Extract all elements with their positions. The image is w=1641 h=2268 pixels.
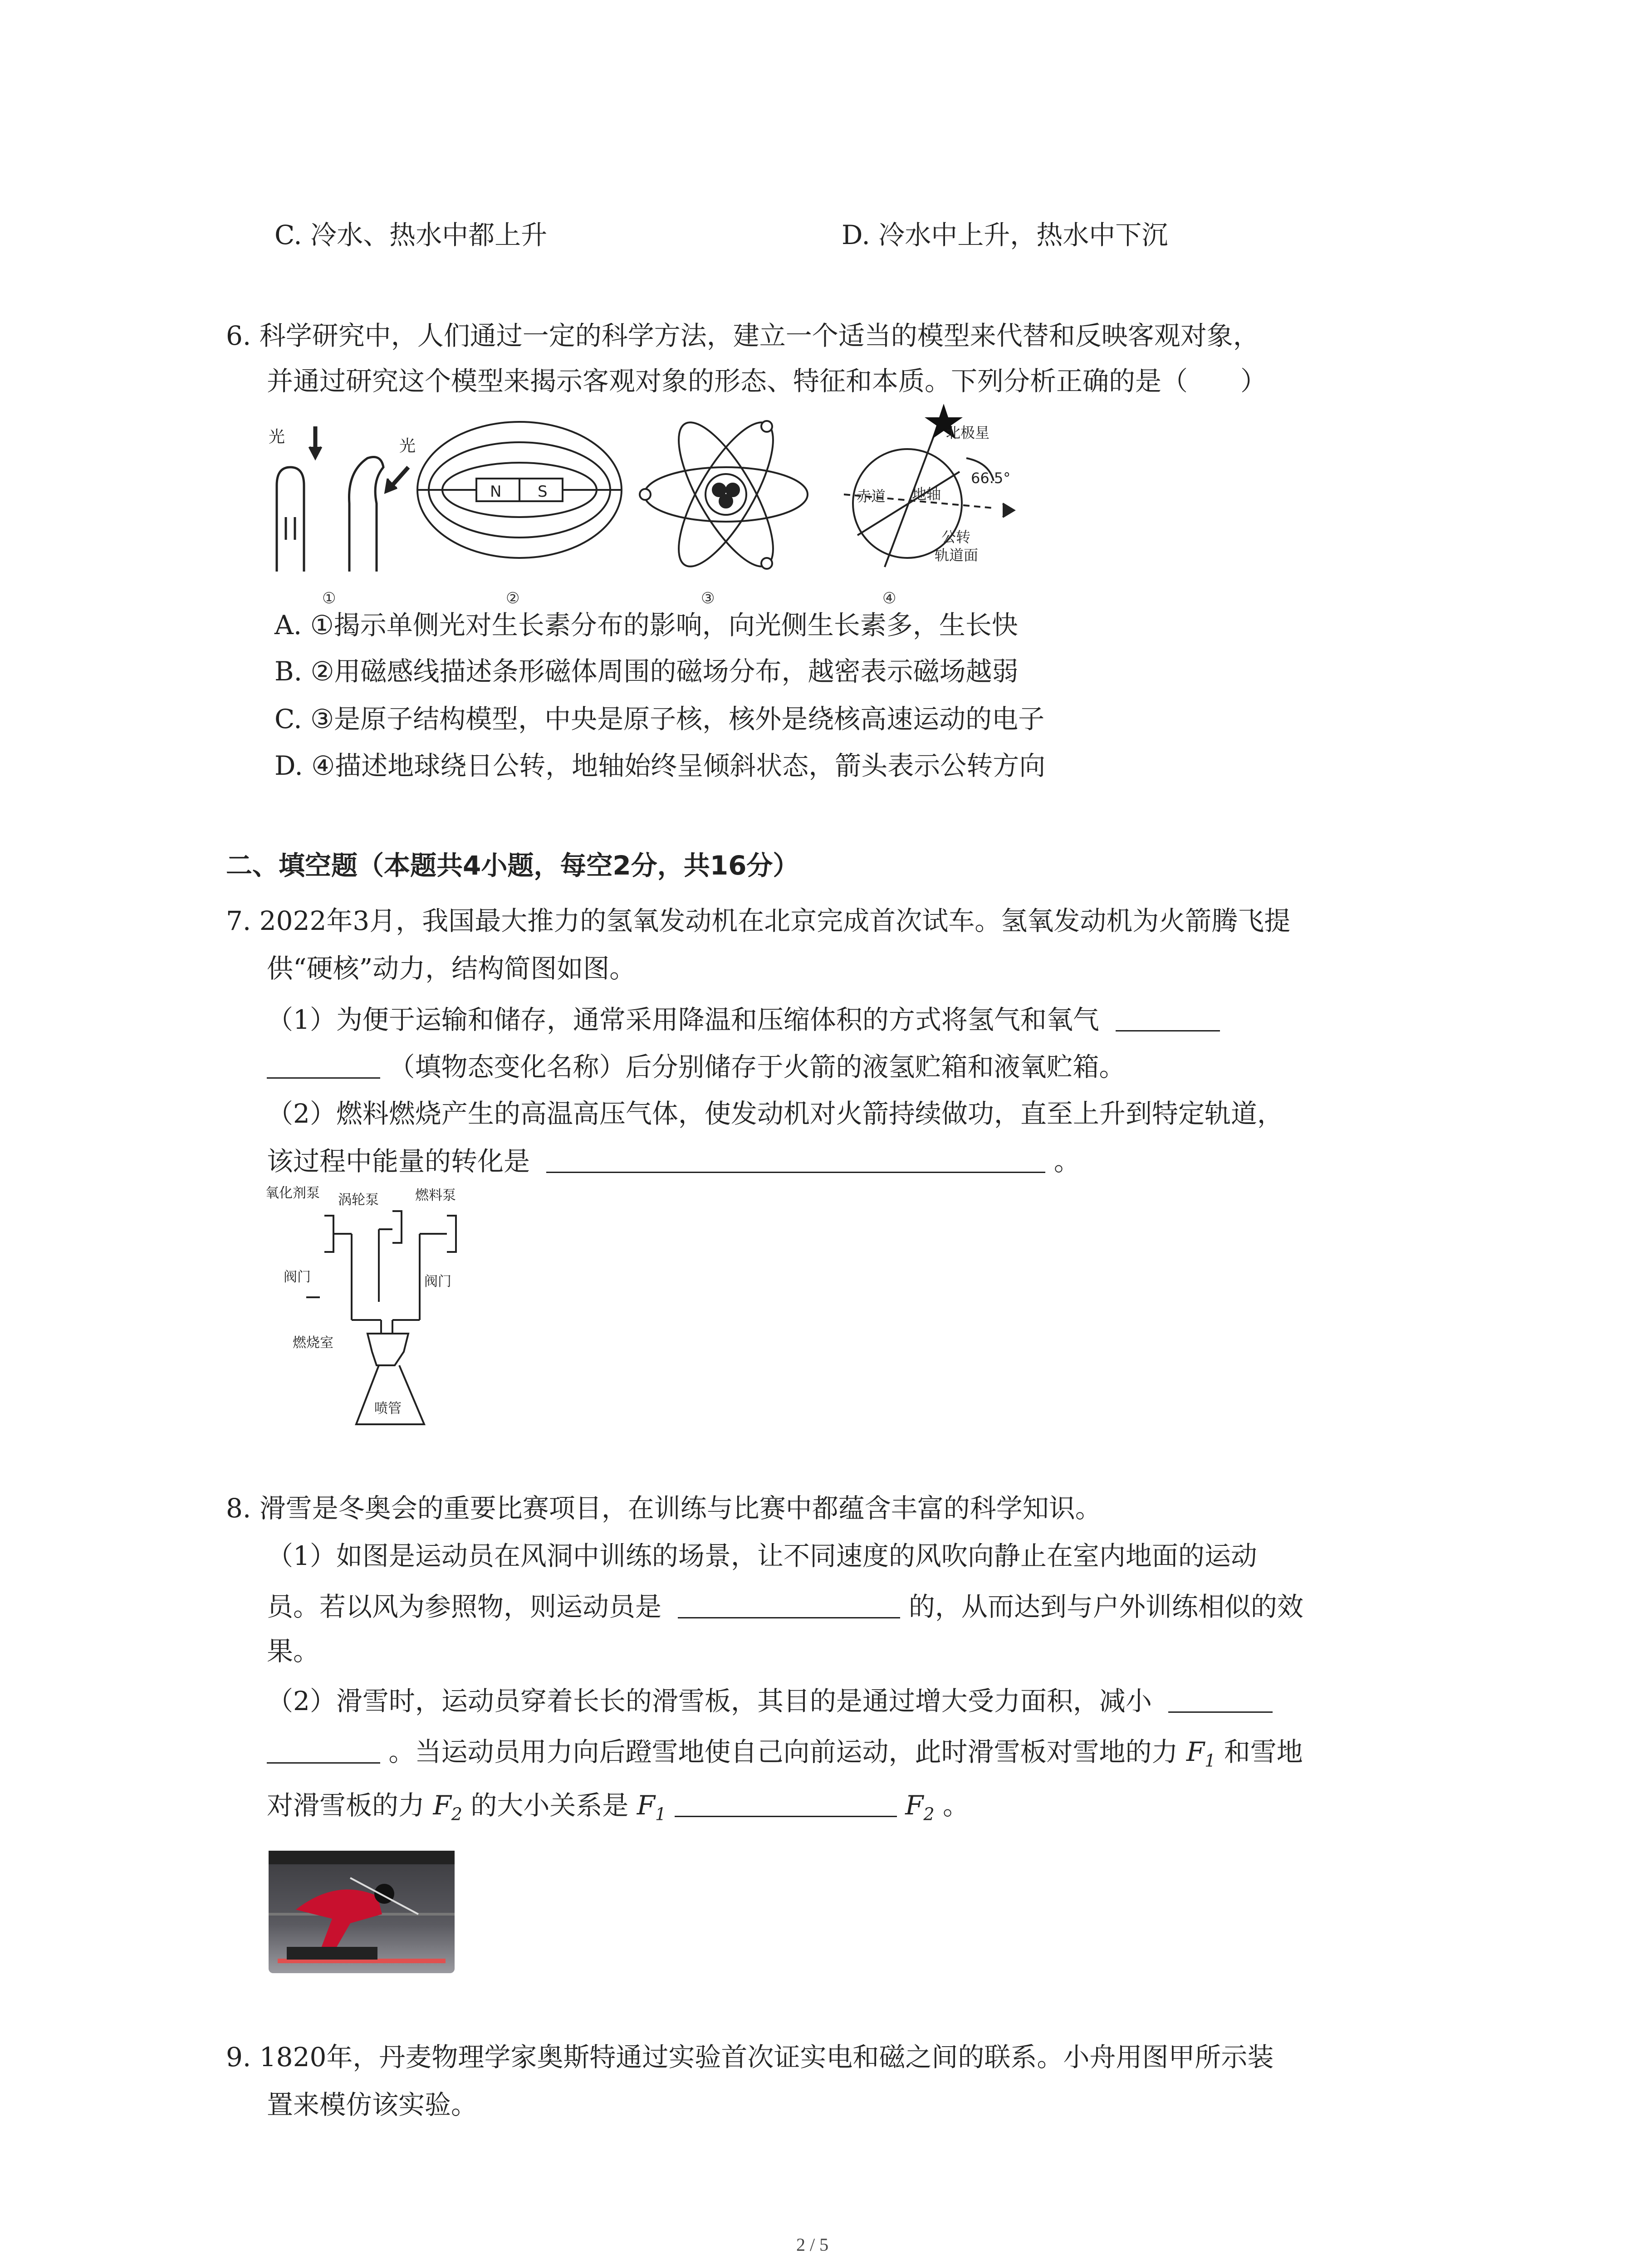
- q8-part2-text-d: 对滑雪板的力: [267, 1790, 425, 1821]
- equator-label: 赤道: [857, 488, 886, 505]
- q8-part2-line2: [267, 1734, 1303, 1779]
- q7-part1-text-b: （填物态变化名称）后分别储存于火箭的液氢贮箱和液氧贮箱。: [388, 1051, 1126, 1082]
- q6-option-a: A. ①揭示单侧光对生长素分布的影响，向光侧生长素多，生长快: [274, 610, 1018, 640]
- model-number-4: ④: [882, 589, 896, 607]
- force-f2-symbol: $F_2$: [433, 1790, 462, 1824]
- page-number: 2 / 5: [796, 2234, 829, 2255]
- q7-blank-2[interactable]: [546, 1146, 1045, 1173]
- q8-part2-line1: [267, 1683, 1273, 1719]
- q8-part2-text-e: 的大小关系是: [470, 1790, 629, 1821]
- orbit-label-2: 轨道面: [935, 547, 979, 564]
- q7-blank-1a[interactable]: [1116, 1005, 1220, 1031]
- chamber-label: 燃烧室: [293, 1335, 333, 1351]
- model-number-3: ③: [701, 589, 715, 607]
- q9-stem-line2: 置来模仿该实验。: [267, 2089, 478, 2120]
- magnet-field-model: [417, 422, 622, 558]
- nozzle-label: 喷管: [374, 1401, 402, 1417]
- magnet-s-label: S: [538, 483, 548, 501]
- section2-title: 二、填空题（本题共4小题，每空2分，共16分）: [226, 850, 799, 881]
- light-label-1: 光: [269, 428, 285, 446]
- q6-option-b: B. ②用磁感线描述条形磁体周围的磁场分布，越密表示磁场越弱: [274, 656, 1019, 687]
- atom-model: [640, 410, 808, 579]
- q8-part2-text-b: 。当运动员用力向后蹬雪地使自己向前运动，此时滑雪板对雪地的力: [388, 1736, 1178, 1767]
- valve-label-2: 阀门: [424, 1274, 451, 1290]
- fuel-pump-label: 燃料泵: [415, 1188, 456, 1203]
- q7-stem-line1: 7. 2022年3月，我国最大推力的氢氧发动机在北京完成首次试车。氢氧发动机为火箭腾飞提: [226, 905, 1291, 936]
- axis-label: 地轴: [912, 485, 941, 503]
- q8-blank-2a[interactable]: [1168, 1686, 1273, 1713]
- force-f1-symbol-2: $F_1$: [637, 1790, 666, 1824]
- q7-part2-line2: [267, 1143, 1080, 1179]
- q6-stem-line1: 6. 科学研究中，人们通过一定的科学方法，建立一个适当的模型来代替和反映客观对象，: [226, 320, 1259, 351]
- magnet-n-label: N: [490, 483, 502, 501]
- q5-option-d: D. 冷水中上升，热水中下沉: [842, 220, 1168, 250]
- force-f1-symbol: $F_1$: [1186, 1736, 1216, 1771]
- q6-option-c: C. ③是原子结构模型，中央是原子核，核外是绕核高速运动的电子: [274, 704, 1045, 734]
- turbine-pump-label: 涡轮泵: [338, 1192, 379, 1208]
- q8-stem-line1: 8. 滑雪是冬奥会的重要比赛项目，在训练与比赛中都蕴含丰富的科学知识。: [226, 1493, 1102, 1524]
- q8-part1-text-c: 的，从而达到与户外训练相似的效: [908, 1591, 1303, 1622]
- plant-phototropism-model: [277, 426, 408, 572]
- q8-part2-text-c: 和雪地: [1224, 1736, 1303, 1767]
- q8-blank-2b[interactable]: [267, 1737, 380, 1764]
- q6-stem-line2: 并通过研究这个模型来揭示客观对象的形态、特征和本质。下列分析正确的是（ ）: [267, 366, 1267, 396]
- angle-label: 66.5°: [971, 469, 1011, 487]
- q9-stem-line1: 9. 1820年，丹麦物理学家奥斯特通过实验首次证实电和磁之间的联系。小舟用图甲所示装: [226, 2042, 1274, 2072]
- q7-part1-line1: [267, 1002, 1220, 1038]
- force-f2-symbol-2: $F_2$: [905, 1790, 935, 1824]
- q8-part2-text-f: 。: [942, 1790, 969, 1821]
- light-label-2: 光: [399, 437, 416, 455]
- q8-blank-1[interactable]: [678, 1592, 900, 1618]
- q6-option-d: D. ④描述地球绕日公转，地轴始终呈倾斜状态，箭头表示公转方向: [274, 750, 1046, 781]
- q8-part1-line2: [267, 1589, 1303, 1625]
- q7-part2-text-b: 该过程中能量的转化是: [267, 1146, 530, 1177]
- ski-wind-tunnel-photo: [269, 1851, 455, 1973]
- q7-part1-text-a: （1）为便于运输和储存，通常采用降温和压缩体积的方式将氢气和氧气: [267, 1004, 1099, 1035]
- orbit-label-1: 公转: [941, 528, 971, 546]
- q8-part1-text-b: 员。若以风为参照物，则运动员是: [267, 1591, 662, 1622]
- q8-part1-line3: 果。: [267, 1636, 320, 1667]
- q7-stem-line2: 供“硬核”动力，结构简图如图。: [267, 953, 636, 984]
- model-number-2: ②: [506, 589, 520, 607]
- q7-engine-figure: [265, 1184, 479, 1438]
- q7-part2-line1: （2）燃料燃烧产生的高温高压气体，使发动机对火箭持续做功，直至上升到特定轨道，: [267, 1098, 1283, 1129]
- polaris-label: 北极星: [946, 424, 990, 441]
- q6-figure: [259, 404, 1030, 612]
- q8-part2-line3: [267, 1787, 969, 1833]
- q7-blank-1b[interactable]: [267, 1052, 380, 1079]
- model-number-1: ①: [322, 589, 336, 607]
- q5-option-c: C. 冷水、热水中都上升: [274, 220, 548, 250]
- q8-part1-line1: （1）如图是运动员在风洞中训练的场景，让不同速度的风吹向静止在室内地面的运动: [267, 1540, 1257, 1571]
- valve-label-1: 阀门: [284, 1269, 311, 1285]
- q8-part2-text-a: （2）滑雪时，运动员穿着长长的滑雪板，其目的是通过增大受力面积，减小: [267, 1686, 1152, 1716]
- oxidizer-pump-label: 氧化剂泵: [265, 1185, 320, 1201]
- q8-blank-3[interactable]: [675, 1790, 897, 1817]
- q7-part2-text-c: 。: [1053, 1146, 1080, 1177]
- q7-part1-line2: [267, 1049, 1125, 1085]
